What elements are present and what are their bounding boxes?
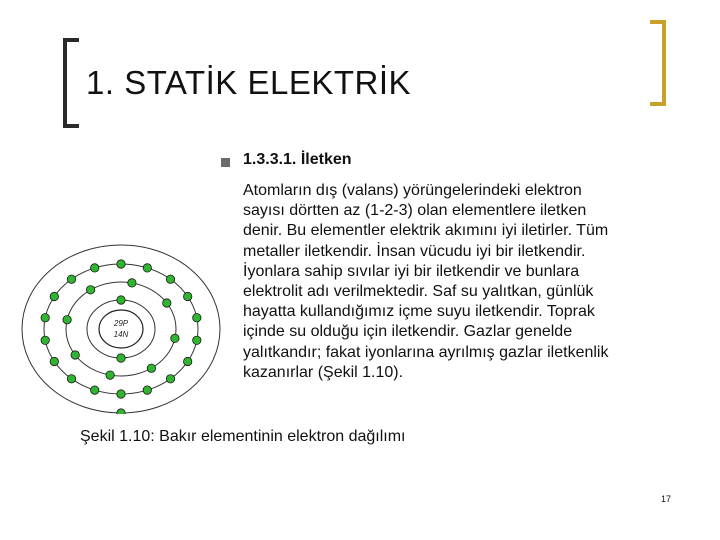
electron	[106, 371, 114, 379]
body-line: yalıtkandır; fakat iyonlarına ayrılmış gazlar iletkenlik	[243, 343, 609, 361]
electron	[67, 375, 75, 383]
electron	[86, 286, 94, 294]
slide-title: 1. STATİK ELEKTRİK	[86, 64, 412, 101]
nucleus	[99, 310, 143, 348]
title-bracket-right	[650, 20, 666, 106]
body-line: içinde su olduğu için iletkendir. Gazlar genelde	[243, 323, 573, 341]
electron	[67, 275, 75, 283]
electron	[193, 336, 201, 344]
electron	[128, 279, 136, 287]
electron	[143, 264, 151, 272]
electron	[50, 357, 58, 365]
electron	[166, 275, 174, 283]
body-line: sayısı dörtten az (1-2-3) olan elementlere iletken	[243, 202, 587, 220]
body-text	[243, 181, 663, 383]
electron	[117, 390, 125, 398]
body-line: metaller iletkendir. İnsan vücudu iyi bir iletkendir.	[243, 242, 586, 260]
electron	[117, 354, 125, 362]
figure-caption: Şekil 1.10: Bakır elementinin elektron dağılımı	[80, 428, 406, 445]
electron	[91, 264, 99, 272]
electron	[117, 260, 125, 268]
body-line: hayatta kullandığımız içme suyu iletkendir. Toprak	[243, 303, 595, 321]
electron	[117, 409, 125, 414]
body-line: Atomların dış (valans) yörüngelerindeki elektron	[243, 182, 582, 199]
title-bracket-left	[63, 38, 79, 128]
electron	[91, 386, 99, 394]
page-number: 17	[661, 494, 672, 504]
electron	[117, 296, 125, 304]
body-line: kazanırlar (Şekil 1.10).	[243, 363, 404, 381]
electron	[143, 386, 151, 394]
copper-atom-diagram	[20, 244, 222, 414]
electron	[166, 375, 174, 383]
section-heading: 1.3.3.1. İletken	[243, 151, 352, 168]
electron	[147, 364, 155, 372]
body-line: denir. Bu elementler elektrik akımını iyi iletirler. Tüm	[243, 222, 609, 240]
electron	[71, 351, 79, 359]
electron	[50, 292, 58, 300]
nucleus-circle	[99, 310, 143, 348]
electron	[63, 316, 71, 324]
electron	[184, 292, 192, 300]
body-line: İyonlara sahip sıvılar iyi bir iletkendir ve bunlara	[243, 262, 580, 280]
electron	[163, 299, 171, 307]
electron	[41, 314, 49, 322]
bullet-marker	[221, 158, 230, 167]
electron	[171, 334, 179, 342]
nucleus-label-protons: 29P	[113, 319, 129, 328]
nucleus-label-neutrons: 14N	[113, 330, 129, 339]
electron	[193, 314, 201, 322]
electron	[184, 357, 192, 365]
electron	[41, 336, 49, 344]
body-line: elektrolit adı verilmektedir. Saf su yalıtkan, günlük	[243, 283, 594, 301]
